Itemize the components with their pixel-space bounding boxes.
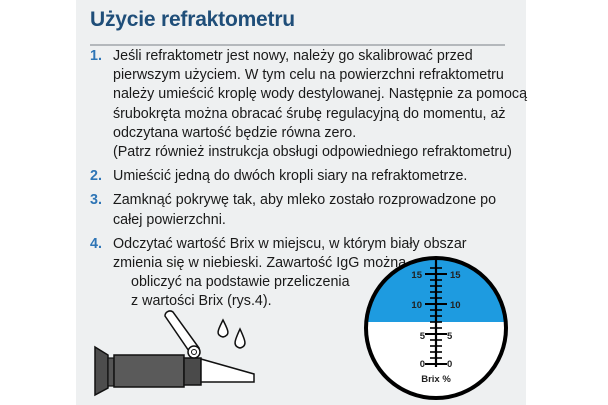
step-text: Odczytać wartość Brix w miejscu, w którym biały obszar [113,235,467,252]
tick-label-left: 0 [419,359,425,370]
tick-label-left: 5 [419,331,425,342]
step-number: 2. [90,168,102,185]
refractometer-icon [95,311,254,395]
tick-label-right: 10 [450,300,461,311]
drop-icon [235,329,245,348]
step-text: Zamknąć pokrywę tak, aby mleko zostało rozprowadzone po [113,192,497,209]
step-text: zmienia się w niebieski. Zawartość IgG można [113,255,407,272]
step-text: (Patrz również instrukcja obsługi odpowiedniego refraktometru) [113,144,512,161]
step-text: należy umieścić kroplę wody destylowanej. Następnie za pomocą [113,86,528,103]
step-text: Jeśli refraktometr jest nowy, należy go skalibrować przed [113,48,473,64]
step-number: 4. [90,235,102,252]
unit-label: Brix % [421,374,451,385]
step-number: 1. [90,48,102,64]
drop-icon [218,320,228,337]
step-text: odczytana wartość będzie równa zero. [113,124,357,141]
step-number: 3. [90,192,102,209]
step-text: pierwszym użyciem. W tym celu na powierzchni refraktometru [113,67,504,84]
tick-label-right: 15 [450,270,461,281]
step-text: Umieścić jedną do dwóch kropli siary na refraktometrze. [113,168,468,185]
tick-label-left: 10 [411,300,422,311]
brix-gauge [360,250,520,398]
tick-label-left: 15 [411,270,422,281]
step-text: obliczyć na podstawie przeliczenia [131,274,350,291]
tick-label-right: 5 [447,331,453,342]
step-text: całej powierzchni. [113,211,226,228]
step-text: z wartości Brix (rys.4). [131,293,272,310]
tick-label-right: 0 [447,359,453,370]
step-text: śrubokręta można obracać śrubę regulacyjną do momentu, aż [113,105,506,122]
page-title: Użycie refraktometru [90,8,295,31]
